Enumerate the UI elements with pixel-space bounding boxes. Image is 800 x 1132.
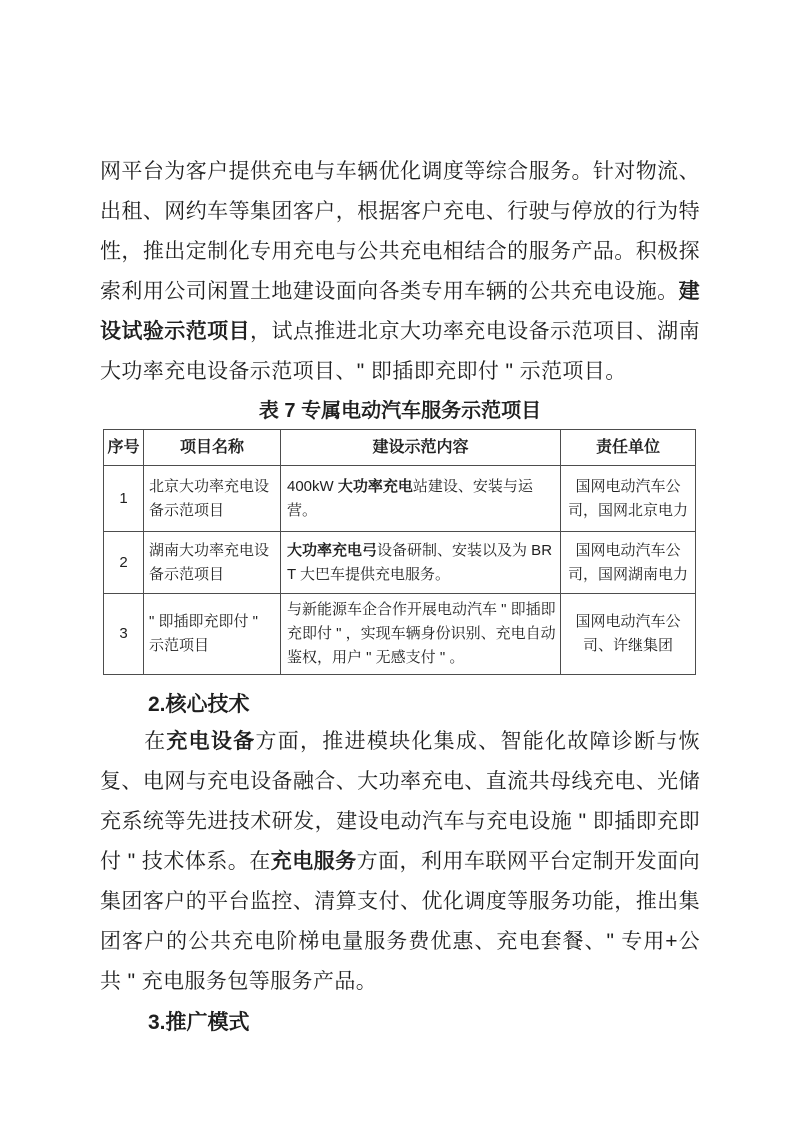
- row2-responsible-unit: 国网电动汽车公司，国网湖南电力: [561, 532, 696, 594]
- text-run: 在: [144, 730, 167, 753]
- row3-seq-no: 3: [104, 594, 144, 675]
- table-row: [104, 466, 696, 532]
- row3-demo-content: [281, 594, 561, 675]
- section-heading-core-tech: 2.核心技术: [148, 693, 250, 716]
- text-run: 设备研制、安装以及为 BRT 大巴车提供充电服务。: [287, 541, 553, 583]
- table-header-row: [104, 430, 696, 466]
- table-row: [104, 594, 696, 675]
- text-run: ，试点推进北京大功率充电设备示范项目、湖南大功率充电设备示范项目、" 即插即充即付 " 示范项目。: [100, 320, 700, 383]
- text-run: 方面，利用车联网平台定制开发面向集团客户的平台监控、清算支付、优化调度等服务功能，推出集团客户的公共充电阶梯电量服务费优惠、充电套餐、" 专用+公共 " 充电服务包等服务产品。: [100, 850, 701, 993]
- header-project-name: 项目名称: [144, 430, 281, 466]
- bold-text-run: 充电服务: [270, 850, 357, 873]
- header-seq-no: 序号: [104, 430, 144, 466]
- text-run: 方面，推进模块化集成、智能化故障诊断与恢复、电网与充电设备融合、大功率充电、直流共母线充电、光储充系统等先进技术研发，建设电动汽车与充电设施 " 即插即充即付 " 技术体系。在: [100, 730, 701, 873]
- text-run: 站建设、安装与运营。: [287, 477, 533, 519]
- bold-text-run: 建设试验示范项目: [100, 280, 700, 343]
- table-caption: 表 7 专属电动汽车服务示范项目: [258, 400, 542, 422]
- row2-project-name: 湖南大功率充电设备示范项目: [144, 532, 281, 594]
- row2-seq-no: 2: [104, 532, 144, 594]
- section-heading-promotion: 3.推广模式: [148, 1011, 250, 1034]
- paragraph-intro: [100, 152, 700, 392]
- header-demo-content: 建设示范内容: [281, 430, 561, 466]
- row1-demo-content: [281, 466, 561, 532]
- header-responsible-unit: 责任单位: [561, 430, 696, 466]
- bold-text-run: 大功率充电: [337, 477, 413, 495]
- paragraph-core-tech: [100, 722, 700, 1002]
- text-run: 400kW: [287, 477, 338, 495]
- row1-project-name: 北京大功率充电设备示范项目: [144, 466, 281, 532]
- bold-text-run: 充电设备: [166, 730, 256, 753]
- row2-demo-content: [281, 532, 561, 594]
- text-run: 网平台为客户提供充电与车辆优化调度等综合服务。针对物流、出租、网约车等集团客户，根据客户充电、行驶与停放的行为特性，推出定制化专用充电与公共充电相结合的服务产品。积极探索利用公司闲置土地建设面向各类专用车辆的公共充电设施。: [100, 160, 700, 303]
- bold-text-run: 大功率充电弓: [287, 541, 378, 559]
- row3-responsible-unit: 国网电动汽车公司、许继集团: [561, 594, 696, 675]
- row3-project-name: " 即插即充即付 " 示范项目: [144, 594, 281, 675]
- row1-responsible-unit: 国网电动汽车公司，国网北京电力: [561, 466, 696, 532]
- demo-projects-table: [103, 429, 696, 675]
- table-row: [104, 532, 696, 594]
- text-run: 与新能源车企合作开展电动汽车 " 即插即充即付 " ，实现车辆身份识别、充电自动鉴权，用户 " 无感支付 " 。: [287, 601, 556, 666]
- row1-seq-no: 1: [104, 466, 144, 532]
